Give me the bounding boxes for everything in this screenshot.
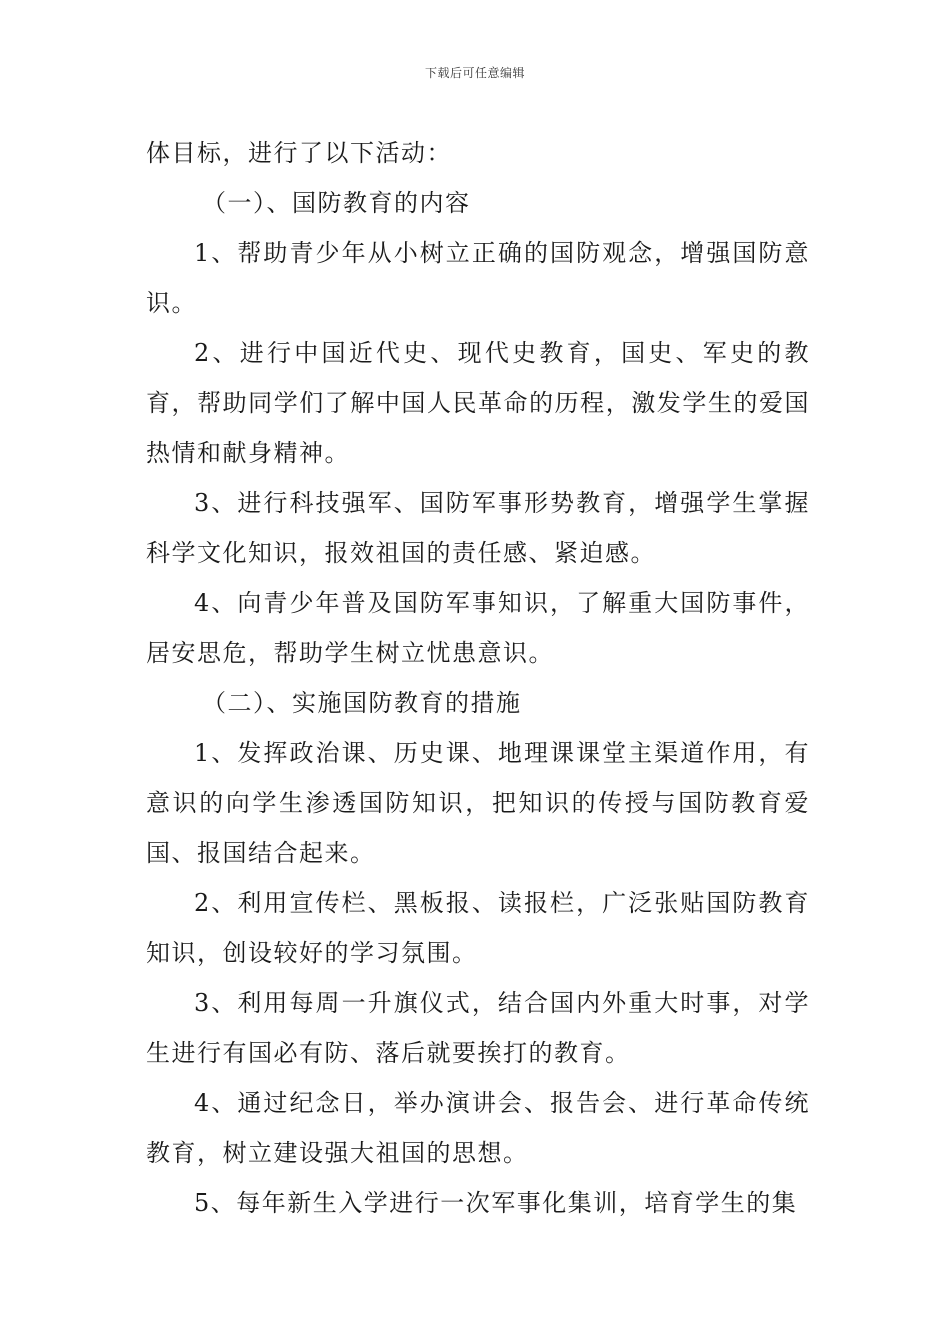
section-heading-measures: （二）、实施国防教育的措施 bbox=[202, 689, 522, 717]
paragraph-item: 4、通过纪念日，举办演讲会、报告会、进行革命传统教育，树立建设强大祖国的思想。 bbox=[146, 1089, 810, 1167]
paragraph-item: 2、进行中国近代史、现代史教育，国史、军史的教育，帮助同学们了解中国人民革命的历程，激发学生的爱国热情和献身精神。 bbox=[146, 339, 810, 467]
paragraph-item: 5、每年新生入学进行一次军事化集训，培育学生的集 bbox=[194, 1189, 798, 1217]
document-body bbox=[146, 128, 810, 1228]
paragraph-item: 1、帮助青少年从小树立正确的国防观念，增强国防意识。 bbox=[146, 239, 810, 317]
paragraph-continuation: 体目标，进行了以下活动： bbox=[146, 139, 452, 167]
paragraph-item: 2、利用宣传栏、黑板报、读报栏，广泛张贴国防教育知识，创设较好的学习氛围。 bbox=[146, 889, 810, 967]
paragraph-item: 3、利用每周一升旗仪式，结合国内外重大时事，对学生进行有国必有防、落后就要挨打的教育。 bbox=[146, 989, 810, 1067]
section-heading-content: （一）、国防教育的内容 bbox=[202, 189, 471, 217]
paragraph-item: 3、进行科技强军、国防军事形势教育，增强学生掌握科学文化知识，报效祖国的责任感、紧迫感。 bbox=[146, 489, 810, 567]
page-header: 下载后可任意编辑 bbox=[424, 66, 525, 80]
paragraph-item: 1、发挥政治课、历史课、地理课课堂主渠道作用，有意识的向学生渗透国防知识，把知识的传授与国防教育爱国、报国结合起来。 bbox=[146, 739, 810, 867]
paragraph-item: 4、向青少年普及国防军事知识，了解重大国防事件，居安思危，帮助学生树立忧患意识。 bbox=[146, 589, 810, 667]
